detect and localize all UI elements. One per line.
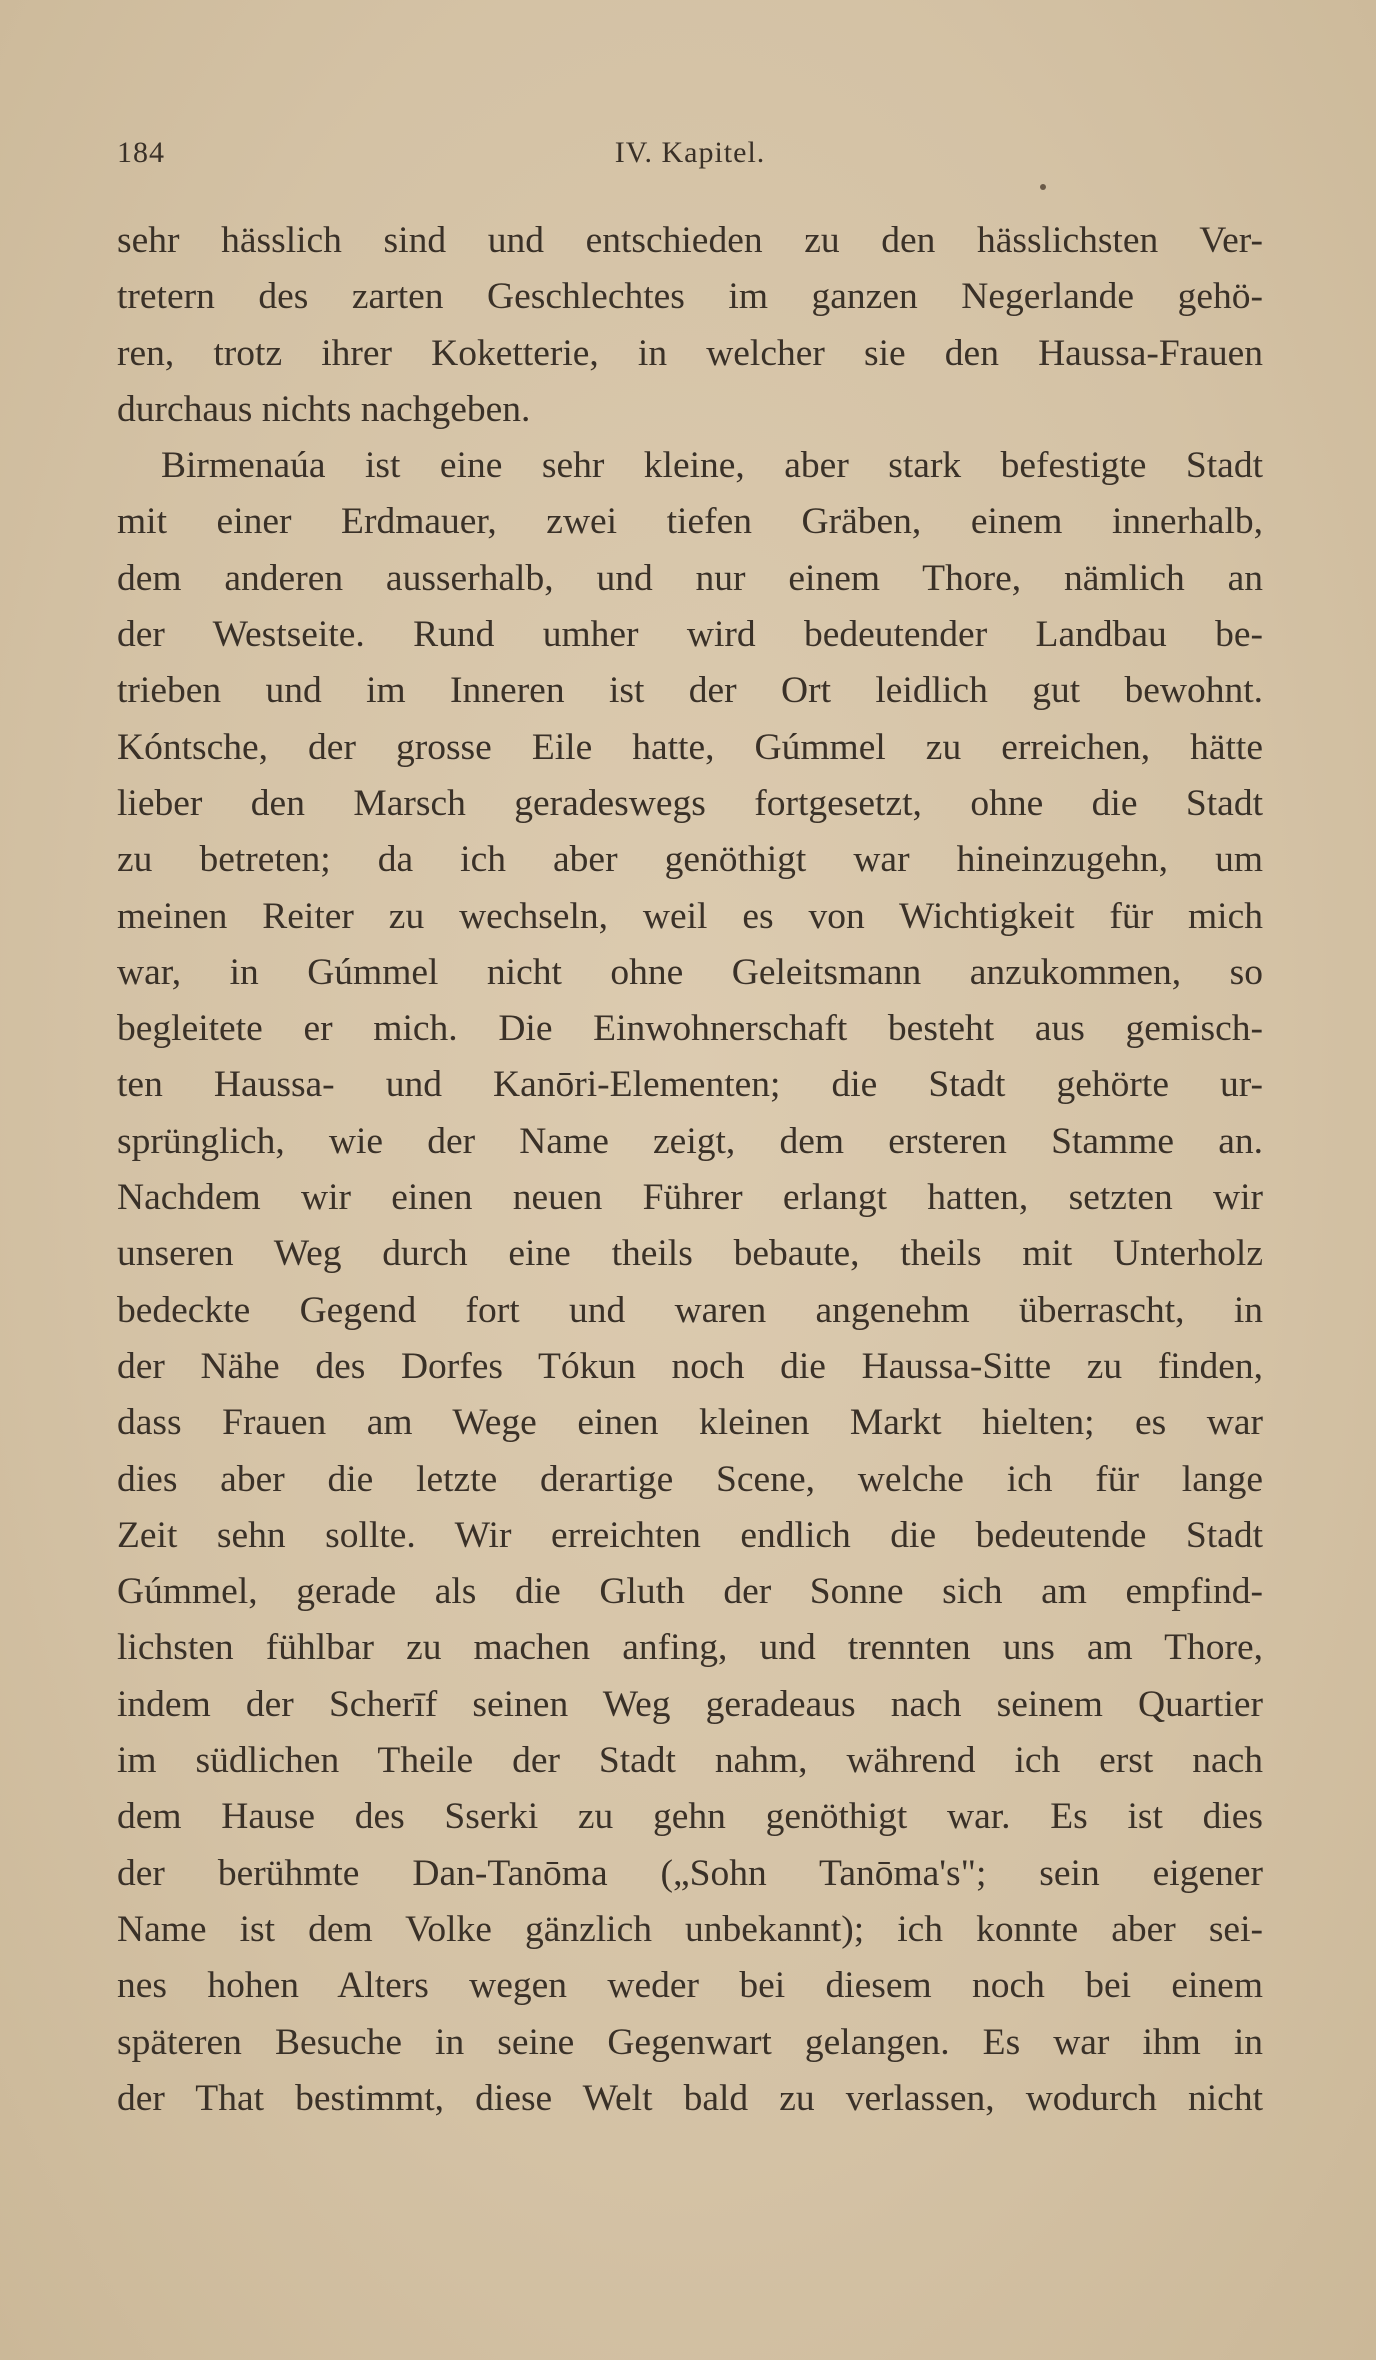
text-line: Zeit sehn sollte. Wir erreichten endlich die bedeutende Stadt <box>117 1514 1263 1556</box>
body-text <box>117 213 1263 2127</box>
page-number: 184 <box>117 136 165 169</box>
running-head: IV. Kapitel. <box>614 136 766 169</box>
text-line: Nachdem wir einen neuen Führer erlangt hatten, setzten wir <box>117 1177 1263 1219</box>
text-line: der That bestimmt, diese Welt bald zu verlassen, wodurch nicht <box>117 2077 1263 2119</box>
text-line: bedeckte Gegend fort und waren angenehm überrascht, in <box>117 1289 1263 1331</box>
text-line: lichsten fühlbar zu machen anfing, und trennten uns am Thore, <box>117 1627 1263 1669</box>
text-line: trieben und im Inneren ist der Ort leidlich gut bewohnt. <box>117 670 1263 712</box>
text-line: dem anderen ausserhalb, und nur einem Thore, nämlich an <box>117 557 1263 599</box>
text-line: sprünglich, wie der Name zeigt, dem ersteren Stamme an. <box>117 1120 1263 1162</box>
text-line: Gúmmel, gerade als die Gluth der Sonne sich am empfind- <box>117 1571 1263 1613</box>
text-line: im südlichen Theile der Stadt nahm, während ich erst nach <box>117 1740 1263 1782</box>
text-line: nes hohen Alters wegen weder bei diesem noch bei einem <box>117 1965 1263 2007</box>
text-line: der Westseite. Rund umher wird bedeutender Landbau be- <box>117 614 1263 656</box>
ink-speck <box>1040 184 1046 190</box>
text-line: begleitete er mich. Die Einwohnerschaft besteht aus gemisch- <box>117 1008 1263 1050</box>
text-line: dies aber die letzte derartige Scene, welche ich für lange <box>117 1458 1263 1500</box>
text-line: dem Hause des Sserki zu gehn genöthigt war. Es ist dies <box>117 1796 1263 1838</box>
page-header <box>117 136 1263 180</box>
text-line: der berühmte Dan-Tanōma („Sohn Tanōma's"; sein eigener <box>117 1852 1263 1894</box>
text-line: dass Frauen am Wege einen kleinen Markt hielten; es war <box>117 1402 1263 1444</box>
text-line: Name ist dem Volke gänzlich unbekannt); ich konnte aber sei- <box>117 1908 1263 1950</box>
text-line: tretern des zarten Geschlechtes im ganzen Negerlande gehö- <box>117 276 1263 318</box>
text-line: war, in Gúmmel nicht ohne Geleitsmann anzukommen, so <box>117 951 1263 993</box>
text-line: der Nähe des Dorfes Tókun noch die Haussa-Sitte zu finden, <box>117 1345 1263 1387</box>
text-line: lieber den Marsch geradeswegs fortgesetzt, ohne die Stadt <box>117 782 1263 824</box>
text-line: ren, trotz ihrer Koketterie, in welcher sie den Haussa-Frauen <box>117 332 1263 374</box>
text-line: Kóntsche, der grosse Eile hatte, Gúmmel zu erreichen, hätte <box>117 726 1263 768</box>
text-line: sehr hässlich sind und entschieden zu den hässlichsten Ver- <box>117 220 1263 261</box>
text-line: späteren Besuche in seine Gegenwart gelangen. Es war ihm in <box>117 2021 1263 2063</box>
text-line: indem der Scherīf seinen Weg geradeaus nach seinem Quartier <box>117 1683 1263 1725</box>
text-line: zu betreten; da ich aber genöthigt war hineinzugehn, um <box>117 839 1263 881</box>
text-line: mit einer Erdmauer, zwei tiefen Gräben, einem innerhalb, <box>117 501 1263 543</box>
text-line: ten Haussa- und Kanōri-Elementen; die Stadt gehörte ur- <box>117 1064 1263 1106</box>
text-line: unseren Weg durch eine theils bebaute, theils mit Unterholz <box>117 1233 1263 1275</box>
text-line: meinen Reiter zu wechseln, weil es von Wichtigkeit für mich <box>117 895 1263 937</box>
text-line: durchaus nichts nachgeben. <box>117 388 531 430</box>
text-line: Birmenaúa ist eine sehr kleine, aber stark befestigte Stadt <box>161 445 1263 487</box>
